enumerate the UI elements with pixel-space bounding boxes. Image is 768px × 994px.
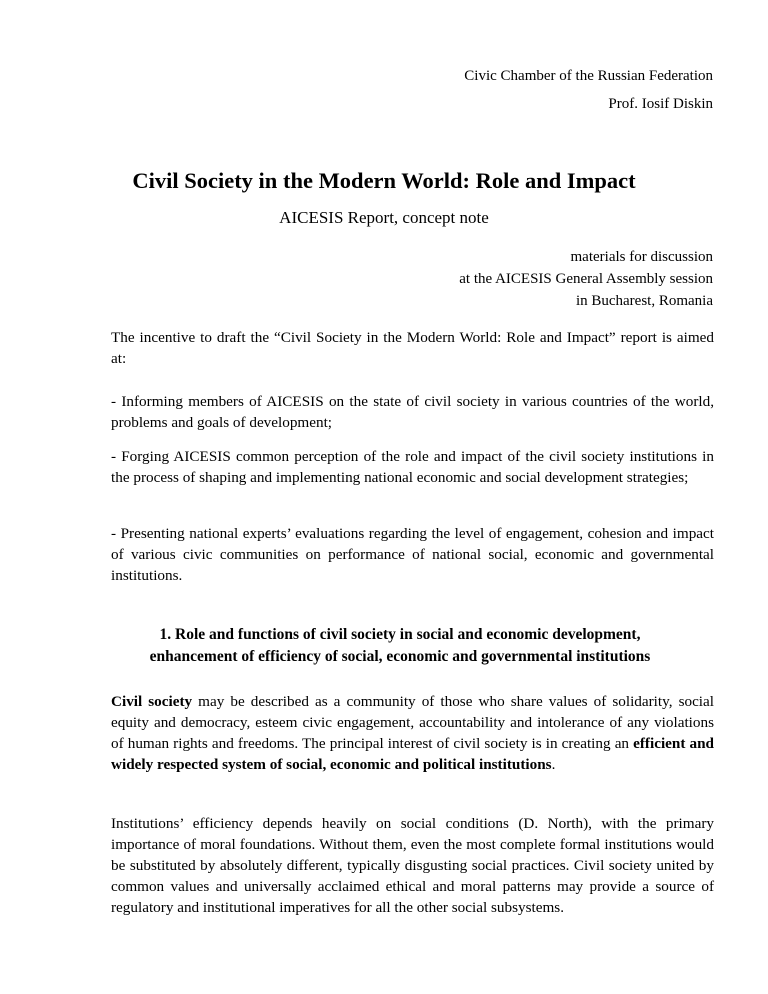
civil-society-emphasis: efficient and widely respected system of social, economic and political institutions	[111, 735, 714, 773]
bullet-forging: - Forging AICESIS common perception of the role and impact of the civil society institutions in the process of shaping and implementing national economic and social development strategies;	[111, 448, 714, 486]
materials-line-1: materials for discussion	[570, 249, 713, 265]
civil-society-text-b: .	[551, 756, 556, 773]
civil-society-paragraph	[111, 691, 714, 775]
civil-society-text-a: may be described as a community of those who share values of solidarity, social equity and democracy, esteem civic engagement, accountability and intolerance of any violations of human rights and freedoms. The principal interest of civil society is in creating an	[111, 693, 714, 752]
bullet-informing: - Informing members of AICESIS on the state of civil society in various countries of the world, problems and goals of development;	[111, 393, 714, 431]
civil-society-term: Civil society	[111, 693, 193, 710]
document-subtitle: AICESIS Report, concept note	[279, 208, 489, 227]
intro-paragraph: The incentive to draft the “Civil Society in the Modern World: Role and Impact” report is aimed at:	[111, 329, 714, 367]
bullet-presenting: - Presenting national experts’ evaluations regarding the level of engagement, cohesion and impact of various civic communities on performance of national social, economic and governmental institutions.	[111, 525, 714, 584]
section-heading-line-2: enhancement of efficiency of social, economic and governmental institutions	[149, 648, 651, 665]
header-organization: Civic Chamber of the Russian Federation	[464, 68, 713, 84]
document-title: Civil Society in the Modern World: Role and Impact	[132, 168, 636, 193]
header-author: Prof. Iosif Diskin	[608, 96, 713, 112]
section-heading-line-1: 1. Role and functions of civil society in social and economic development,	[159, 626, 641, 643]
section-heading	[80, 624, 720, 668]
materials-line-2: at the AICESIS General Assembly session	[459, 271, 713, 287]
institutions-paragraph: Institutions’ efficiency depends heavily on social conditions (D. North), with the primary importance of moral foundations. Without them, even the most complete formal institutions would be substituted by absolutely different, typically disgusting social practices. Civil society united by common values and universally acclaimed ethical and moral patterns may provide a source of regulatory and institutional imperatives for all the other social subsystems.	[111, 815, 714, 916]
materials-line-3: in Bucharest, Romania	[575, 293, 713, 309]
